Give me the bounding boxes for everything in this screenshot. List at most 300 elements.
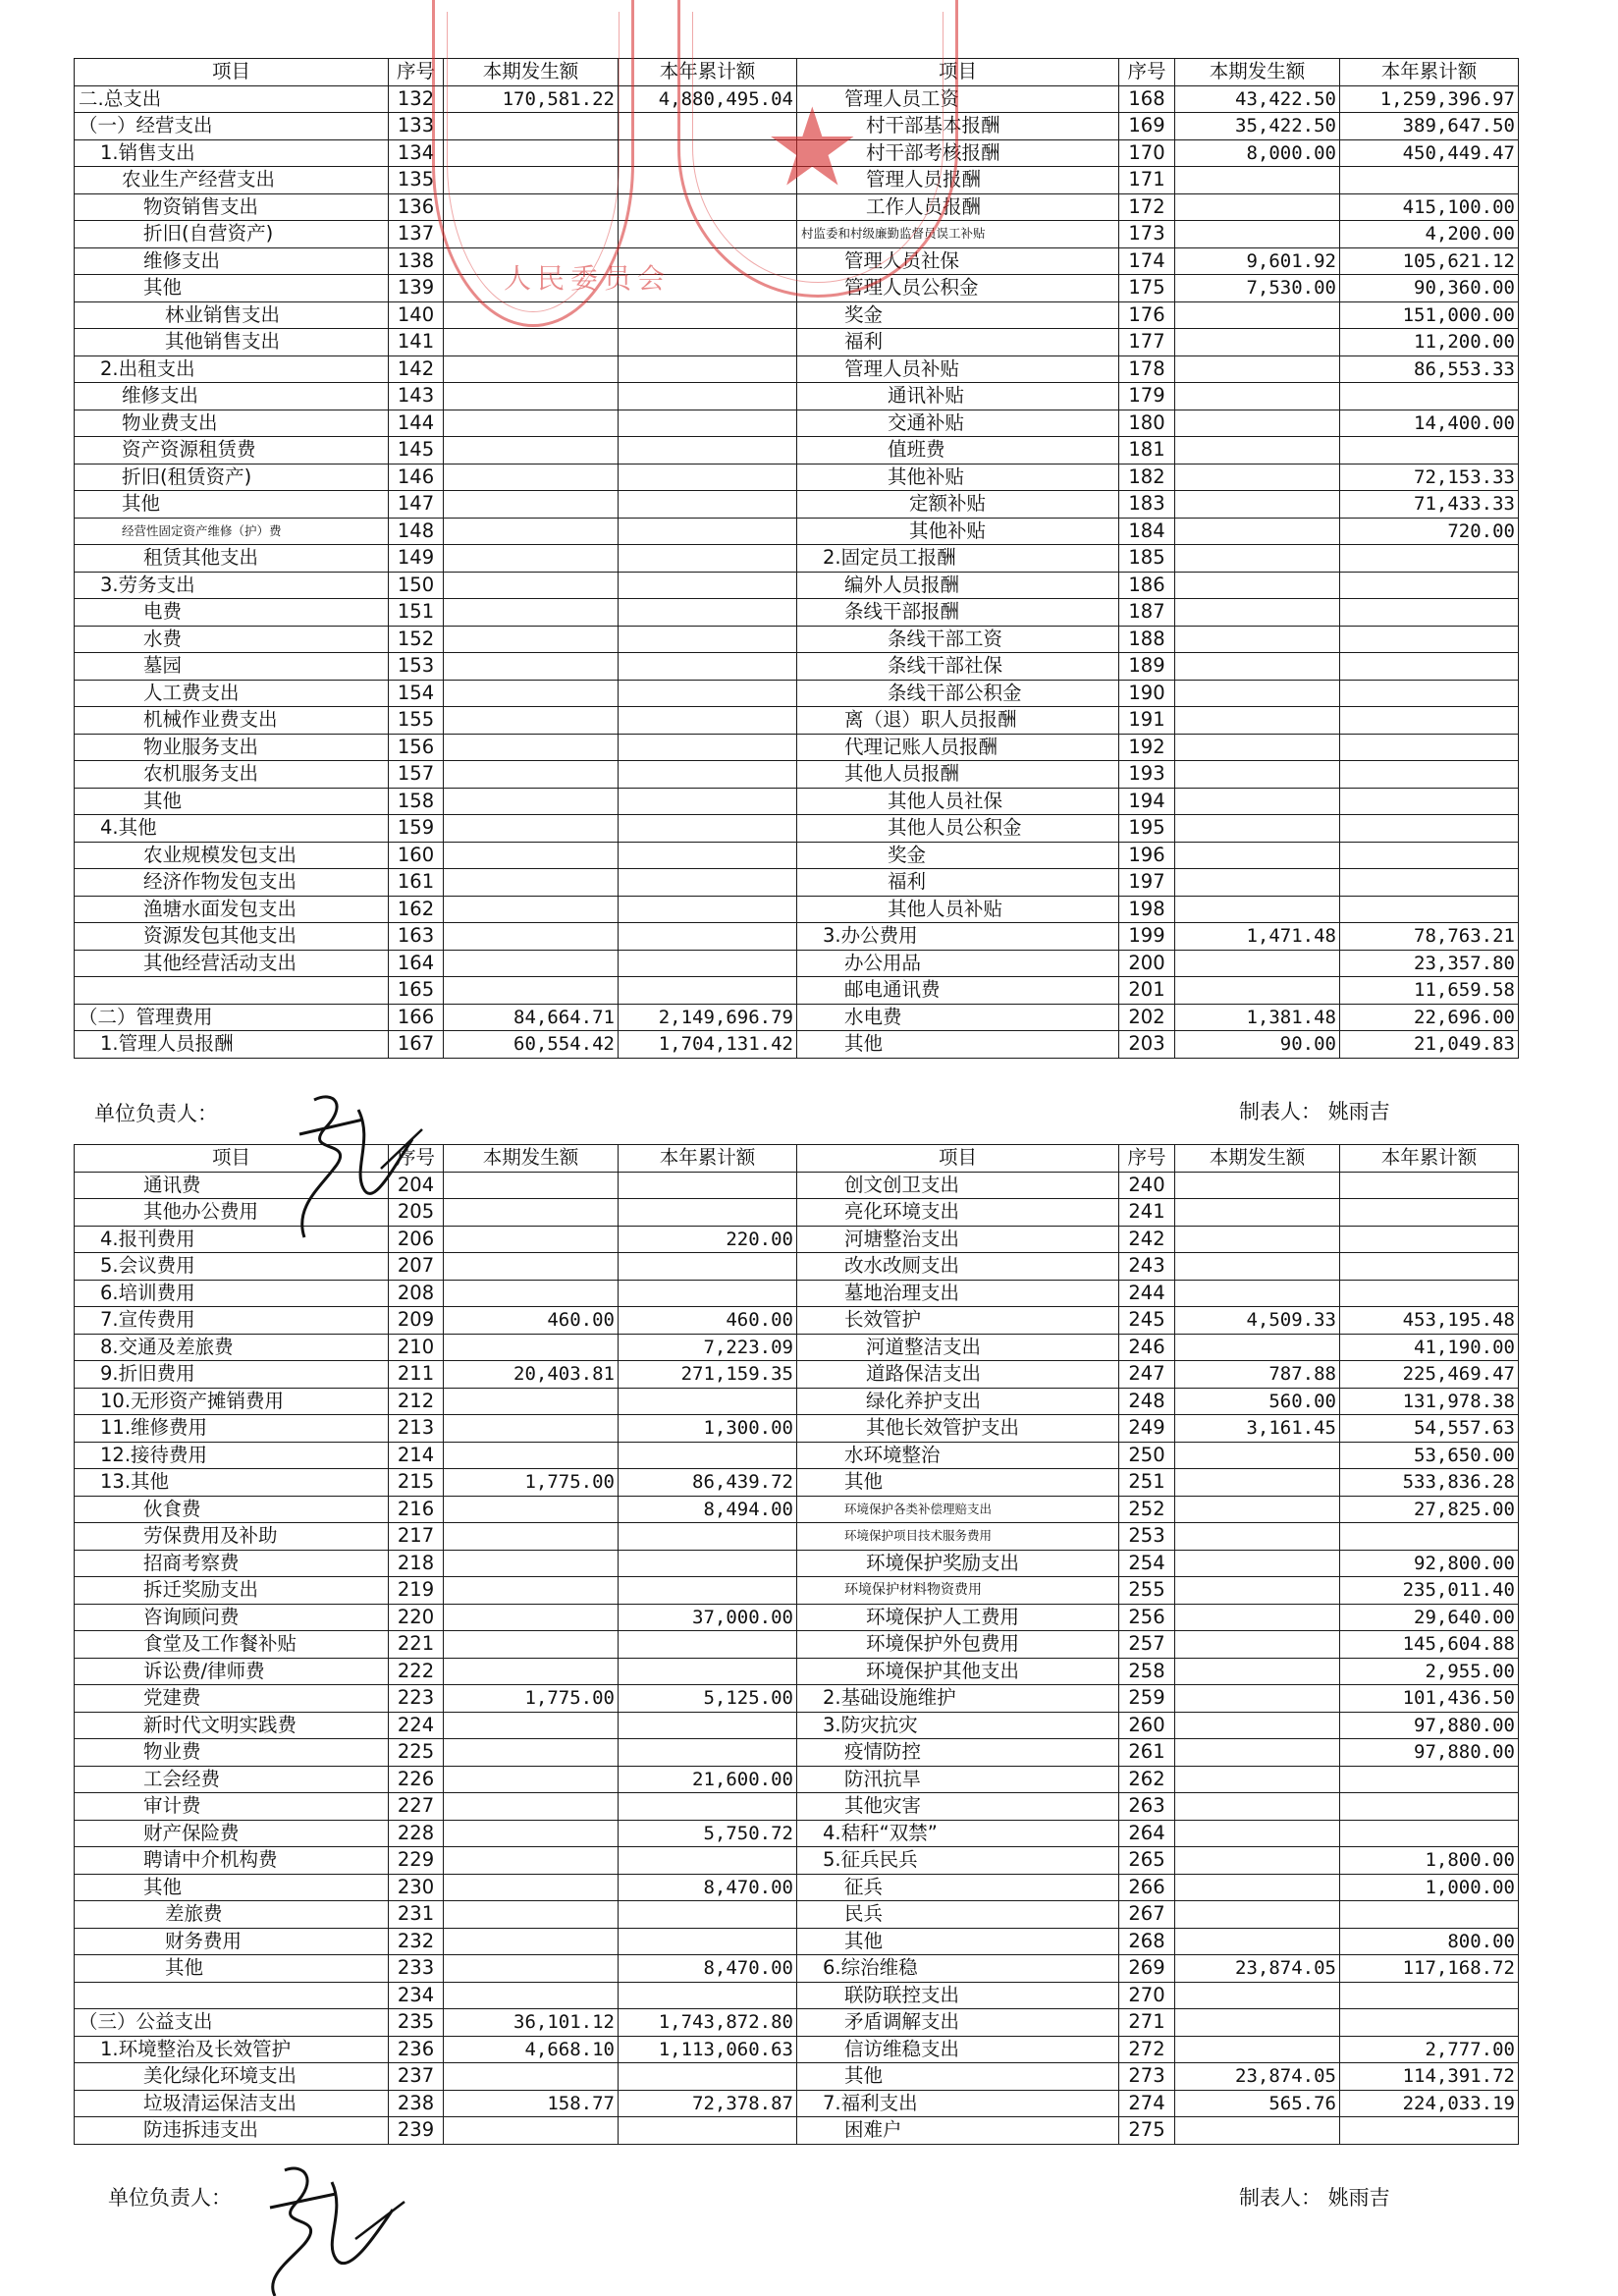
left-ytd-amount: 1,704,131.42 <box>619 1031 797 1059</box>
right-period-amount <box>1175 464 1340 491</box>
left-item-name: 其他 <box>75 275 389 302</box>
right-item-name: 3.防灾抗灾 <box>797 1712 1119 1739</box>
right-period-amount <box>1175 1712 1340 1739</box>
left-ytd-amount: 8,494.00 <box>619 1496 797 1523</box>
table-row <box>75 1415 1519 1443</box>
left-period-amount <box>444 761 619 789</box>
left-ytd-amount <box>619 2063 797 2091</box>
right-period-amount <box>1175 1496 1340 1523</box>
right-ytd-amount: 1,800.00 <box>1340 1847 1519 1875</box>
left-period-amount: 460.00 <box>444 1307 619 1335</box>
left-period-amount <box>444 2117 619 2145</box>
left-item-name: 经济作物发包支出 <box>75 869 389 897</box>
table-row <box>75 491 1519 519</box>
table-row <box>75 2063 1519 2091</box>
right-ytd-amount: 53,650.00 <box>1340 1442 1519 1469</box>
left-item-no: 210 <box>389 1334 444 1361</box>
right-period-amount: 9,601.92 <box>1175 247 1340 275</box>
right-item-no: 259 <box>1119 1685 1175 1713</box>
right-item-name: 村干部考核报酬 <box>797 139 1119 167</box>
left-ytd-amount: 1,113,060.63 <box>619 2036 797 2063</box>
table-row <box>75 383 1519 410</box>
right-period-amount <box>1175 167 1340 194</box>
left-ytd-amount: 220.00 <box>619 1226 797 1253</box>
table-row <box>75 815 1519 843</box>
right-period-amount <box>1175 761 1340 789</box>
left-item-name: 其他 <box>75 1874 389 1901</box>
table-row <box>75 355 1519 383</box>
table-row <box>75 869 1519 897</box>
left-ytd-amount <box>619 1442 797 1469</box>
left-ytd-amount <box>619 842 797 869</box>
right-item-name: 值班费 <box>797 437 1119 465</box>
right-item-name: 环境保护材料物资费用 <box>797 1577 1119 1605</box>
left-period-amount <box>444 599 619 627</box>
left-period-amount <box>444 1442 619 1469</box>
left-period-amount <box>444 1928 619 1955</box>
left-item-no: 158 <box>389 788 444 815</box>
right-ytd-amount <box>1340 896 1519 923</box>
table-row <box>75 896 1519 923</box>
table-row <box>75 1739 1519 1767</box>
right-item-name: 通讯补贴 <box>797 383 1119 410</box>
right-period-amount <box>1175 842 1340 869</box>
left-period-amount <box>444 1739 619 1767</box>
left-item-no: 153 <box>389 653 444 681</box>
left-item-no: 136 <box>389 193 444 221</box>
table-row <box>75 923 1519 951</box>
right-ytd-amount <box>1340 572 1519 599</box>
left-period-amount <box>444 1955 619 1983</box>
header-no: 序号 <box>1119 1145 1175 1173</box>
left-period-amount <box>444 1604 619 1631</box>
right-period-amount <box>1175 355 1340 383</box>
left-item-no: 156 <box>389 734 444 761</box>
left-item-no: 211 <box>389 1361 444 1389</box>
left-item-no: 208 <box>389 1280 444 1307</box>
left-item-name: 防违拆违支出 <box>75 2117 389 2145</box>
right-period-amount: 4,509.33 <box>1175 1307 1340 1335</box>
right-period-amount: 90.00 <box>1175 1031 1340 1059</box>
left-period-amount <box>444 518 619 545</box>
right-item-no: 241 <box>1119 1199 1175 1227</box>
table-row <box>75 545 1519 573</box>
right-ytd-amount <box>1340 842 1519 869</box>
left-item-name: 10.无形资产摊销费用 <box>75 1388 389 1415</box>
header-period: 本期发生额 <box>1175 1145 1340 1173</box>
right-period-amount <box>1175 1280 1340 1307</box>
left-period-amount <box>444 734 619 761</box>
table-row <box>75 572 1519 599</box>
right-item-name: 矛盾调解支出 <box>797 2009 1119 2037</box>
header-no: 序号 <box>389 1145 444 1173</box>
right-period-amount: 1,471.48 <box>1175 923 1340 951</box>
left-item-name: （三）公益支出 <box>75 2009 389 2037</box>
right-period-amount <box>1175 1739 1340 1767</box>
right-period-amount <box>1175 2117 1340 2145</box>
right-item-no: 178 <box>1119 355 1175 383</box>
right-item-no: 249 <box>1119 1415 1175 1443</box>
right-item-no: 201 <box>1119 977 1175 1005</box>
left-period-amount: 60,554.42 <box>444 1031 619 1059</box>
right-item-no: 256 <box>1119 1604 1175 1631</box>
left-ytd-amount <box>619 437 797 465</box>
right-ytd-amount: 27,825.00 <box>1340 1496 1519 1523</box>
left-item-no: 227 <box>389 1793 444 1821</box>
table-row <box>75 1280 1519 1307</box>
right-ytd-amount: 97,880.00 <box>1340 1739 1519 1767</box>
right-item-no: 268 <box>1119 1928 1175 1955</box>
right-ytd-amount: 117,168.72 <box>1340 1955 1519 1983</box>
right-item-no: 271 <box>1119 2009 1175 2037</box>
left-period-amount <box>444 1172 619 1199</box>
right-item-no: 250 <box>1119 1442 1175 1469</box>
left-ytd-amount <box>619 761 797 789</box>
table-row <box>75 680 1519 707</box>
right-item-no: 266 <box>1119 1874 1175 1901</box>
right-item-no: 187 <box>1119 599 1175 627</box>
right-item-name: 定额补贴 <box>797 491 1119 519</box>
right-period-amount <box>1175 1982 1340 2009</box>
left-item-no: 157 <box>389 761 444 789</box>
left-item-no: 150 <box>389 572 444 599</box>
left-period-amount <box>444 923 619 951</box>
right-ytd-amount: 23,357.80 <box>1340 950 1519 977</box>
left-item-name: 墓园 <box>75 653 389 681</box>
left-item-name: 伙食费 <box>75 1496 389 1523</box>
left-ytd-amount <box>619 355 797 383</box>
left-period-amount <box>444 707 619 735</box>
table-row <box>75 1388 1519 1415</box>
right-period-amount <box>1175 518 1340 545</box>
right-item-no: 203 <box>1119 1031 1175 1059</box>
table-row <box>75 653 1519 681</box>
left-period-amount <box>444 626 619 653</box>
left-item-no: 207 <box>389 1253 444 1281</box>
right-ytd-amount <box>1340 1523 1519 1551</box>
left-period-amount <box>444 1550 619 1577</box>
right-period-amount <box>1175 788 1340 815</box>
right-period-amount <box>1175 1550 1340 1577</box>
right-item-name: 防汛抗旱 <box>797 1766 1119 1793</box>
right-ytd-amount <box>1340 653 1519 681</box>
left-period-amount <box>444 869 619 897</box>
left-ytd-amount <box>619 545 797 573</box>
left-item-name: 拆迁奖励支出 <box>75 1577 389 1605</box>
left-period-amount <box>444 815 619 843</box>
right-ytd-amount: 97,880.00 <box>1340 1712 1519 1739</box>
left-item-no: 234 <box>389 1982 444 2009</box>
left-item-no: 139 <box>389 275 444 302</box>
left-item-no: 152 <box>389 626 444 653</box>
right-item-name: 征兵 <box>797 1874 1119 1901</box>
left-item-name: 物业费支出 <box>75 410 389 437</box>
header-ytd: 本年累计额 <box>619 1145 797 1173</box>
left-item-name: 8.交通及差旅费 <box>75 1334 389 1361</box>
left-ytd-amount <box>619 1928 797 1955</box>
right-ytd-amount <box>1340 761 1519 789</box>
right-item-name: 其他人员公积金 <box>797 815 1119 843</box>
right-period-amount: 787.88 <box>1175 1361 1340 1389</box>
left-ytd-amount <box>619 923 797 951</box>
table-row <box>75 1496 1519 1523</box>
left-period-amount <box>444 1415 619 1443</box>
right-item-no: 171 <box>1119 167 1175 194</box>
right-item-name: 交通补贴 <box>797 410 1119 437</box>
right-item-no: 258 <box>1119 1658 1175 1685</box>
left-period-amount <box>444 1577 619 1605</box>
right-ytd-amount: 151,000.00 <box>1340 301 1519 329</box>
left-period-amount: 36,101.12 <box>444 2009 619 2037</box>
right-ytd-amount: 235,011.40 <box>1340 1577 1519 1605</box>
left-item-no: 138 <box>389 247 444 275</box>
left-ytd-amount <box>619 247 797 275</box>
left-item-name: （一）经营支出 <box>75 113 389 140</box>
right-item-name: 改水改厕支出 <box>797 1253 1119 1281</box>
left-ytd-amount <box>619 518 797 545</box>
right-ytd-amount <box>1340 734 1519 761</box>
table-row <box>75 1307 1519 1335</box>
right-item-no: 175 <box>1119 275 1175 302</box>
right-period-amount <box>1175 1658 1340 1685</box>
right-period-amount <box>1175 221 1340 248</box>
table-row <box>75 1982 1519 2009</box>
right-period-amount: 43,422.50 <box>1175 85 1340 113</box>
right-period-amount <box>1175 1766 1340 1793</box>
left-ytd-amount <box>619 1658 797 1685</box>
right-item-no: 180 <box>1119 410 1175 437</box>
right-period-amount <box>1175 491 1340 519</box>
table-row <box>75 1685 1519 1713</box>
right-ytd-amount: 21,049.83 <box>1340 1031 1519 1059</box>
right-item-no: 246 <box>1119 1334 1175 1361</box>
left-period-amount <box>444 221 619 248</box>
preparer-block <box>1239 2182 1390 2212</box>
table-row <box>75 1874 1519 1901</box>
left-period-amount <box>444 1901 619 1929</box>
table-row <box>75 707 1519 735</box>
right-ytd-amount <box>1340 1172 1519 1199</box>
right-item-name: 5.征兵民兵 <box>797 1847 1119 1875</box>
right-item-no: 248 <box>1119 1388 1175 1415</box>
left-item-name: 11.维修费用 <box>75 1415 389 1443</box>
left-period-amount <box>444 1388 619 1415</box>
left-item-no: 145 <box>389 437 444 465</box>
left-period-amount <box>444 437 619 465</box>
right-item-name: 环境保护人工费用 <box>797 1604 1119 1631</box>
left-ytd-amount <box>619 1172 797 1199</box>
left-item-name: 其他 <box>75 1955 389 1983</box>
left-item-name: 维修支出 <box>75 383 389 410</box>
table-row <box>75 1820 1519 1847</box>
left-item-no: 149 <box>389 545 444 573</box>
right-period-amount <box>1175 977 1340 1005</box>
right-item-no: 184 <box>1119 518 1175 545</box>
table-row <box>75 734 1519 761</box>
left-item-no: 143 <box>389 383 444 410</box>
left-item-name: 1.销售支出 <box>75 139 389 167</box>
left-item-name: 5.会议费用 <box>75 1253 389 1281</box>
left-period-amount <box>444 139 619 167</box>
table-2-body <box>75 1172 1519 2144</box>
right-item-no: 245 <box>1119 1307 1175 1335</box>
right-item-name: 7.福利支出 <box>797 2090 1119 2117</box>
left-item-no: 160 <box>389 842 444 869</box>
left-item-no: 232 <box>389 1928 444 1955</box>
left-ytd-amount <box>619 221 797 248</box>
right-item-no: 168 <box>1119 85 1175 113</box>
right-period-amount: 1,381.48 <box>1175 1004 1340 1031</box>
table-row <box>75 1901 1519 1929</box>
right-item-no: 200 <box>1119 950 1175 977</box>
table-row <box>75 950 1519 977</box>
table-row <box>75 193 1519 221</box>
left-item-no: 212 <box>389 1388 444 1415</box>
table-row <box>75 1361 1519 1389</box>
right-period-amount <box>1175 653 1340 681</box>
left-item-name: 折旧(租赁资产) <box>75 464 389 491</box>
right-item-name: 编外人员报酬 <box>797 572 1119 599</box>
left-item-name: 差旅费 <box>75 1901 389 1929</box>
right-item-name: 邮电通讯费 <box>797 977 1119 1005</box>
left-ytd-amount: 1,743,872.80 <box>619 2009 797 2037</box>
left-period-amount <box>444 1523 619 1551</box>
right-period-amount <box>1175 1334 1340 1361</box>
left-ytd-amount <box>619 1280 797 1307</box>
right-item-name: 河塘整治支出 <box>797 1226 1119 1253</box>
right-item-no: 202 <box>1119 1004 1175 1031</box>
right-item-name: 环境保护奖励支出 <box>797 1550 1119 1577</box>
left-ytd-amount: 271,159.35 <box>619 1361 797 1389</box>
left-item-name: 4.其他 <box>75 815 389 843</box>
left-item-name: 其他办公费用 <box>75 1199 389 1227</box>
left-item-no: 141 <box>389 329 444 356</box>
right-period-amount <box>1175 815 1340 843</box>
right-item-name: 工作人员报酬 <box>797 193 1119 221</box>
right-ytd-amount <box>1340 1901 1519 1929</box>
left-item-name: 9.折旧费用 <box>75 1361 389 1389</box>
left-item-no: 225 <box>389 1739 444 1767</box>
left-period-amount <box>444 1847 619 1875</box>
left-item-name: 工会经费 <box>75 1766 389 1793</box>
left-item-no: 162 <box>389 896 444 923</box>
left-item-name: 其他 <box>75 491 389 519</box>
right-item-name: 信访维稳支出 <box>797 2036 1119 2063</box>
right-item-no: 261 <box>1119 1739 1175 1767</box>
right-ytd-amount: 415,100.00 <box>1340 193 1519 221</box>
right-item-name: 办公用品 <box>797 950 1119 977</box>
right-period-amount <box>1175 1253 1340 1281</box>
table-row <box>75 2090 1519 2117</box>
left-item-no: 142 <box>389 355 444 383</box>
left-ytd-amount: 1,300.00 <box>619 1415 797 1443</box>
right-item-name: 村监委和村级廉勤监督员误工补贴 <box>797 221 1119 248</box>
right-ytd-amount <box>1340 545 1519 573</box>
right-ytd-amount: 22,696.00 <box>1340 1004 1519 1031</box>
left-item-name: 水费 <box>75 626 389 653</box>
right-item-name: 管理人员补贴 <box>797 355 1119 383</box>
left-item-no: 133 <box>389 113 444 140</box>
left-item-name: 党建费 <box>75 1685 389 1713</box>
left-item-name: 1.环境整治及长效管护 <box>75 2036 389 2063</box>
left-item-name: 3.劳务支出 <box>75 572 389 599</box>
right-item-no: 174 <box>1119 247 1175 275</box>
header-period: 本期发生额 <box>444 59 619 86</box>
right-item-no: 270 <box>1119 1982 1175 2009</box>
right-item-name: 其他长效管护支出 <box>797 1415 1119 1443</box>
left-item-name: 财务费用 <box>75 1928 389 1955</box>
right-item-name: 长效管护 <box>797 1307 1119 1335</box>
left-item-no: 147 <box>389 491 444 519</box>
left-ytd-amount <box>619 1253 797 1281</box>
right-item-no: 199 <box>1119 923 1175 951</box>
left-ytd-amount <box>619 491 797 519</box>
left-ytd-amount <box>619 1577 797 1605</box>
table-row <box>75 1469 1519 1497</box>
table-row <box>75 85 1519 113</box>
right-item-no: 260 <box>1119 1712 1175 1739</box>
right-item-no: 196 <box>1119 842 1175 869</box>
right-item-name: 条线干部公积金 <box>797 680 1119 707</box>
right-item-name: 离（退）职人员报酬 <box>797 707 1119 735</box>
leader-signature-2 <box>226 2151 422 2296</box>
left-item-name: 2.出租支出 <box>75 355 389 383</box>
left-ytd-amount <box>619 1199 797 1227</box>
left-period-amount <box>444 167 619 194</box>
right-period-amount <box>1175 869 1340 897</box>
left-period-amount <box>444 788 619 815</box>
left-item-name: （二）管理费用 <box>75 1004 389 1031</box>
left-item-name: 12.接待费用 <box>75 1442 389 1469</box>
left-item-name: 农机服务支出 <box>75 761 389 789</box>
right-item-no: 262 <box>1119 1766 1175 1793</box>
left-ytd-amount: 86,439.72 <box>619 1469 797 1497</box>
right-item-name: 2.基础设施维护 <box>797 1685 1119 1713</box>
left-item-no: 216 <box>389 1496 444 1523</box>
header-no: 序号 <box>389 59 444 86</box>
left-item-name: 机械作业费支出 <box>75 707 389 735</box>
left-ytd-amount <box>619 815 797 843</box>
right-ytd-amount <box>1340 1982 1519 2009</box>
right-item-name: 4.秸秆“双禁” <box>797 1820 1119 1847</box>
table-row <box>75 977 1519 1005</box>
right-item-no: 240 <box>1119 1172 1175 1199</box>
right-period-amount <box>1175 599 1340 627</box>
left-item-name: 维修支出 <box>75 247 389 275</box>
right-item-name: 其他 <box>797 1928 1119 1955</box>
right-item-name: 亮化环境支出 <box>797 1199 1119 1227</box>
right-item-no: 190 <box>1119 680 1175 707</box>
right-ytd-amount: 29,640.00 <box>1340 1604 1519 1631</box>
right-period-amount <box>1175 1469 1340 1497</box>
expense-table-2 <box>74 1144 1519 2145</box>
left-item-no: 221 <box>389 1631 444 1659</box>
table-row <box>75 1631 1519 1659</box>
left-ytd-amount <box>619 1901 797 1929</box>
right-ytd-amount: 1,000.00 <box>1340 1874 1519 1901</box>
right-item-no: 257 <box>1119 1631 1175 1659</box>
left-ytd-amount <box>619 599 797 627</box>
right-item-name: 奖金 <box>797 842 1119 869</box>
left-ytd-amount <box>619 1631 797 1659</box>
left-period-amount <box>444 1199 619 1227</box>
right-item-name: 管理人员工资 <box>797 85 1119 113</box>
left-ytd-amount <box>619 1523 797 1551</box>
table-row <box>75 1658 1519 1685</box>
left-period-amount <box>444 1496 619 1523</box>
header-item: 项目 <box>797 1145 1119 1173</box>
right-item-name: 民兵 <box>797 1901 1119 1929</box>
